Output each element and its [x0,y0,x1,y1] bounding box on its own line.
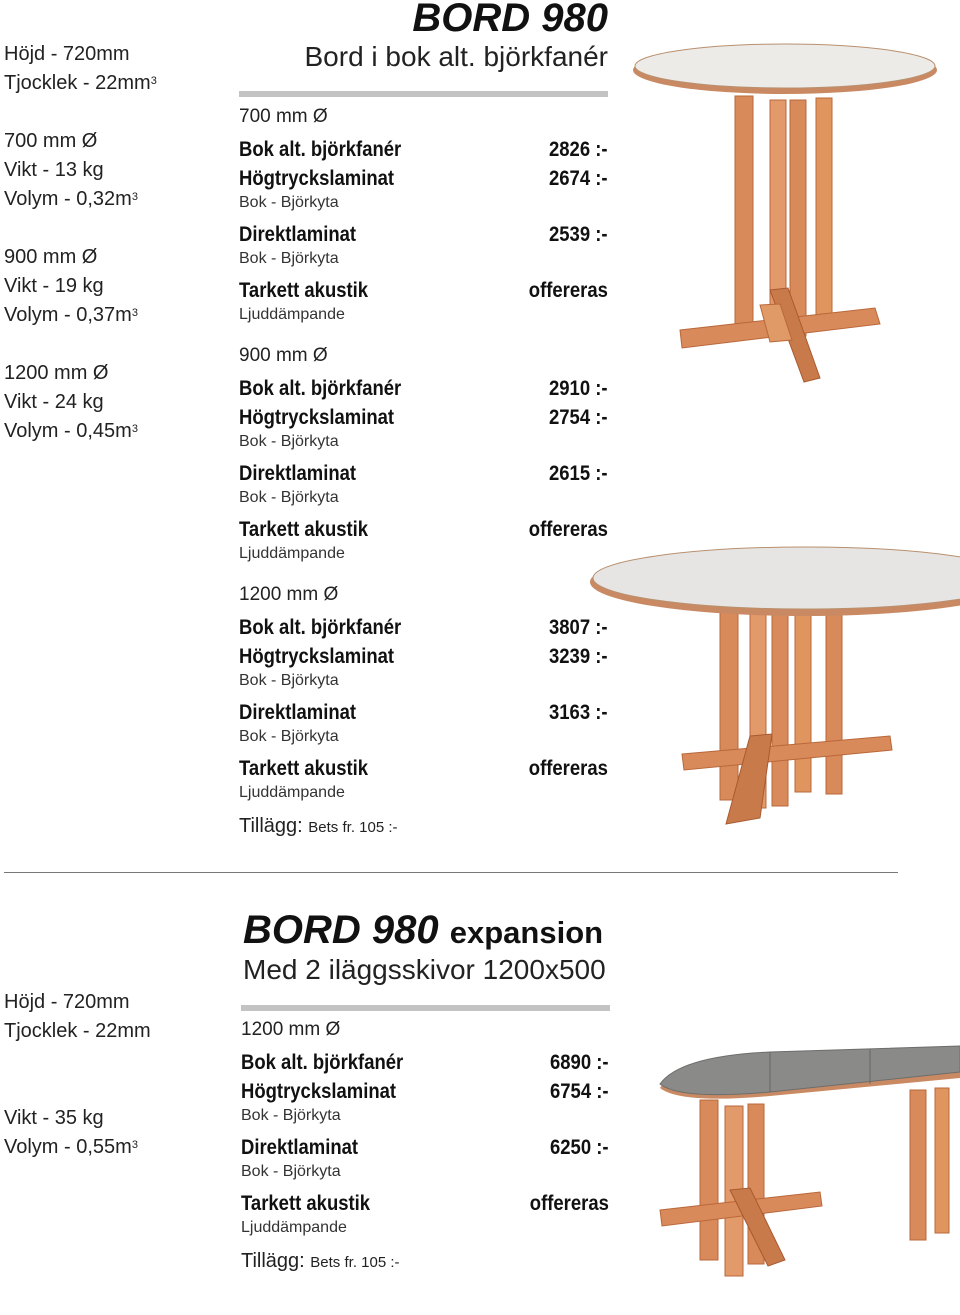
expansion-title-suffix: expansion [449,915,604,950]
price-row-name: Bok alt. björkfanér [239,138,402,161]
price-row-name: Bok alt. björkfanér [239,377,402,400]
price-row-name: Högtryckslaminat [239,406,395,429]
spec-height: Höjd - 720mm [4,43,130,65]
spec-column [4,40,157,446]
spec-height: Höjd - 720mm [4,991,130,1013]
price-row-value: offereras [528,279,608,302]
price-row-name: Högtryckslaminat [239,645,395,668]
table-photo-small [620,40,950,400]
price-row-value: offereras [529,1192,609,1215]
price-row-value: 2754 :- [549,406,608,429]
price-row-name: Direktlaminat [241,1136,359,1159]
addon-label: Tillägg: [241,1250,305,1272]
price-row-name: Högtryckslaminat [239,167,395,190]
addon-note [239,815,398,838]
price-row-note: Bok - Björkyta [239,489,339,506]
addon-label: Tillägg: [239,815,303,837]
price-row-note: Bok - Björkyta [241,1107,341,1124]
price-row-name: Tarkett akustik [239,518,369,541]
table-foot [680,288,880,382]
price-row-value: 6754 :- [550,1080,609,1103]
product-subtitle: Bord i bok alt. björkfanér [304,41,608,72]
price-row-name: Bok alt. björkfanér [241,1051,404,1074]
price-row-value: 2539 :- [549,223,608,246]
price-row-name: Direktlaminat [239,223,357,246]
spec-thickness: Tjocklek - $22mm^3$ [4,72,157,94]
size-heading: 1200 mm Ø [241,1019,341,1040]
price-row-name: Direktlaminat [239,701,357,724]
expansion-spec-column [4,988,151,1162]
spec-700-diameter: 700 mm Ø [4,130,98,152]
price-row-value: offereras [528,518,608,541]
expansion-subtitle: Med 2 iläggsskivor 1200x500 [243,954,606,985]
price-row-note: Bok - Björkyta [239,728,339,745]
spec-700-volume: Volym - $0,32m^3$ [4,188,138,210]
price-row-value: 3163 :- [549,701,608,724]
spec-1200-diameter: 1200 mm Ø [4,362,109,384]
price-row-note: Ljuddämpande [241,1219,347,1236]
table-photo-large [590,540,960,840]
spec-thickness: Tjocklek - 22mm [4,1020,151,1042]
price-row-value: 2826 :- [549,138,608,161]
price-row-note: Bok - Björkyta [239,433,339,450]
price-row-name: Tarkett akustik [239,279,369,302]
price-row-value: 6250 :- [550,1136,609,1159]
price-row-note: Bok - Björkyta [239,672,339,689]
price-row-value: offereras [528,757,608,780]
spec-1200-volume: Volym - $0,45m^3$ [4,420,138,442]
spec-900-volume: Volym - $0,37m^3$ [4,304,138,326]
price-row-value: 2910 :- [549,377,608,400]
size-heading: 700 mm Ø [239,106,328,127]
product-title: BORD 980 [412,0,608,40]
price-row-value: 6890 :- [550,1051,609,1074]
expansion-addon-note [241,1250,400,1273]
price-row-value: 3807 :- [549,616,608,639]
expansion-title: BORD 980 expansion [243,908,604,952]
size-heading: 1200 mm Ø [239,584,339,605]
table-top [590,547,960,616]
table-top [633,44,937,94]
price-row-value: 3239 :- [549,645,608,668]
spec-900-diameter: 900 mm Ø [4,246,98,268]
section-divider [4,872,898,873]
price-row-note: Bok - Björkyta [241,1163,341,1180]
expansion-title-rule [241,1005,610,1011]
spec-900-weight: Vikt - 19 kg [4,275,104,297]
price-row-note: Bok - Björkyta [239,194,339,211]
size-heading: 900 mm Ø [239,345,328,366]
table-legs [700,1088,949,1276]
price-row-name: Bok alt. björkfanér [239,616,402,639]
addon-value: Bets fr. 105 :- [310,1254,400,1271]
spec-700-weight: Vikt - 13 kg [4,159,104,181]
price-row-note: Bok - Björkyta [239,250,339,267]
spec-weight: Vikt - 35 kg [4,1107,104,1129]
price-row-name: Tarkett akustik [241,1192,371,1215]
expansion-table-photo [620,1040,960,1310]
spec-volume: Volym - $0,55m^3$ [4,1136,138,1158]
price-row-note: Ljuddämpande [239,306,345,323]
spec-1200-weight: Vikt - 24 kg [4,391,104,413]
price-row-name: Direktlaminat [239,462,357,485]
title-rule [239,91,608,97]
price-row-note: Ljuddämpande [239,545,345,562]
addon-value: Bets fr. 105 :- [308,819,398,836]
price-row-name: Högtryckslaminat [241,1080,397,1103]
price-row-value: 2674 :- [549,167,608,190]
price-row-value: 2615 :- [549,462,608,485]
price-row-name: Tarkett akustik [239,757,369,780]
price-row-note: Ljuddämpande [239,784,345,801]
